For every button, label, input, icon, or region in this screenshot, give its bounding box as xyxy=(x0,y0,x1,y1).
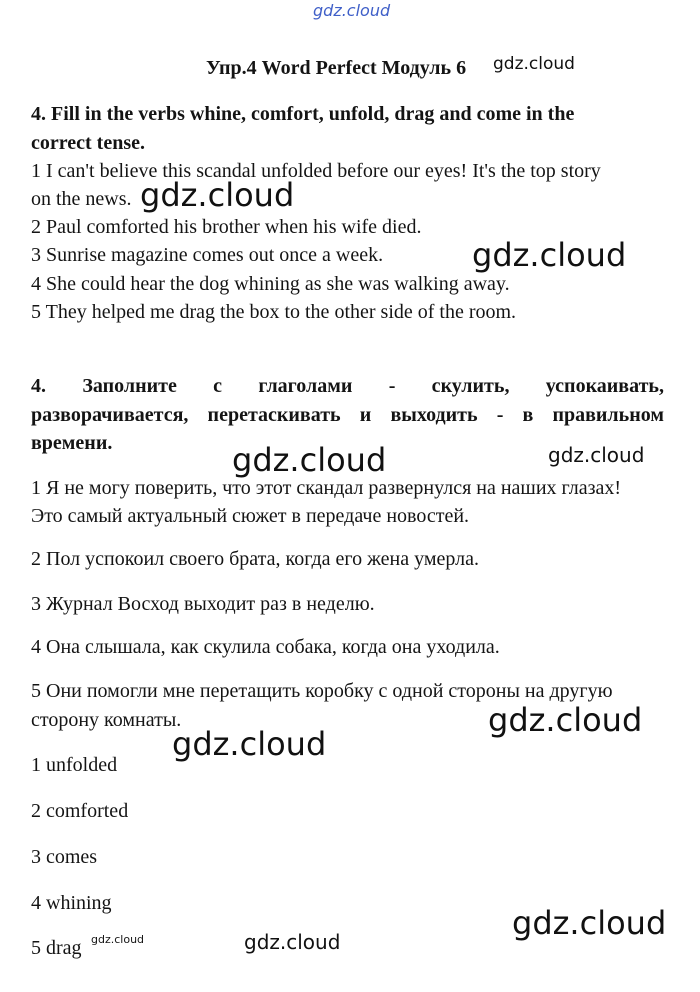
russian-heading-line3: времени. xyxy=(31,432,113,454)
watermark-top: gdz.cloud xyxy=(313,1,391,20)
russian-item-3: 3 Журнал Восход выходит раз в неделю. xyxy=(31,593,375,615)
russian-item-5-line2: сторону комнаты. xyxy=(31,709,182,731)
watermark-medium-1: gdz.cloud xyxy=(548,443,645,467)
russian-item-1-line1: 1 Я не могу поверить, что этот скандал развернулся на наших глазах! xyxy=(31,477,622,499)
russian-item-5-line1: 5 Они помогли мне перетащить коробку с одной стороны на другую xyxy=(31,680,613,702)
watermark-medium-2: gdz.cloud xyxy=(244,930,341,954)
russian-heading-line1: 4. Заполните с глаголами - скулить, успокаивать, xyxy=(31,375,664,397)
russian-item-1-line2: Это самый актуальный сюжет в передаче новостей. xyxy=(31,505,470,527)
english-item-2: 2 Paul comforted his brother when his wife died. xyxy=(31,216,422,238)
english-item-1-line2: on the news. xyxy=(31,188,132,210)
answer-2: 2 comforted xyxy=(31,800,129,822)
english-item-3: 3 Sunrise magazine comes out once a week. xyxy=(31,244,384,266)
watermark-large-5: gdz.cloud xyxy=(172,725,327,763)
watermark-large-4: gdz.cloud xyxy=(488,701,643,739)
watermark-large-3: gdz.cloud xyxy=(232,441,387,479)
russian-heading-line2: разворачивается, перетаскивать и выходить - в правильном xyxy=(31,404,664,426)
watermark-large-1: gdz.cloud xyxy=(140,176,295,214)
watermark-superscript: gdz.cloud xyxy=(91,933,145,946)
russian-item-2: 2 Пол успокоил своего брата, когда его жена умерла. xyxy=(31,548,479,570)
russian-item-4: 4 Она слышала, как скулила собака, когда она уходила. xyxy=(31,636,500,658)
watermark-large-2: gdz.cloud xyxy=(472,236,627,274)
answer-1: 1 unfolded xyxy=(31,754,118,776)
english-instruction-line1: 4. Fill in the verbs whine, comfort, unfold, drag and come in the xyxy=(31,103,575,125)
watermark-title: gdz.cloud xyxy=(493,54,575,74)
answer-4: 4 whining xyxy=(31,892,112,914)
english-item-5: 5 They helped me drag the box to the other side of the room. xyxy=(31,301,517,323)
english-item-4: 4 She could hear the dog whining as she was walking away. xyxy=(31,273,510,295)
watermark-large-6: gdz.cloud xyxy=(512,904,667,942)
answer-3: 3 comes xyxy=(31,846,98,868)
english-instruction-line2: correct tense. xyxy=(31,132,146,154)
page-title: Упр.4 Word Perfect Модуль 6 xyxy=(206,57,467,79)
answer-5: 5 drag xyxy=(31,937,82,959)
english-item-1-line1: 1 I can't believe this scandal unfolded before our eyes! It's the top story xyxy=(31,160,601,182)
